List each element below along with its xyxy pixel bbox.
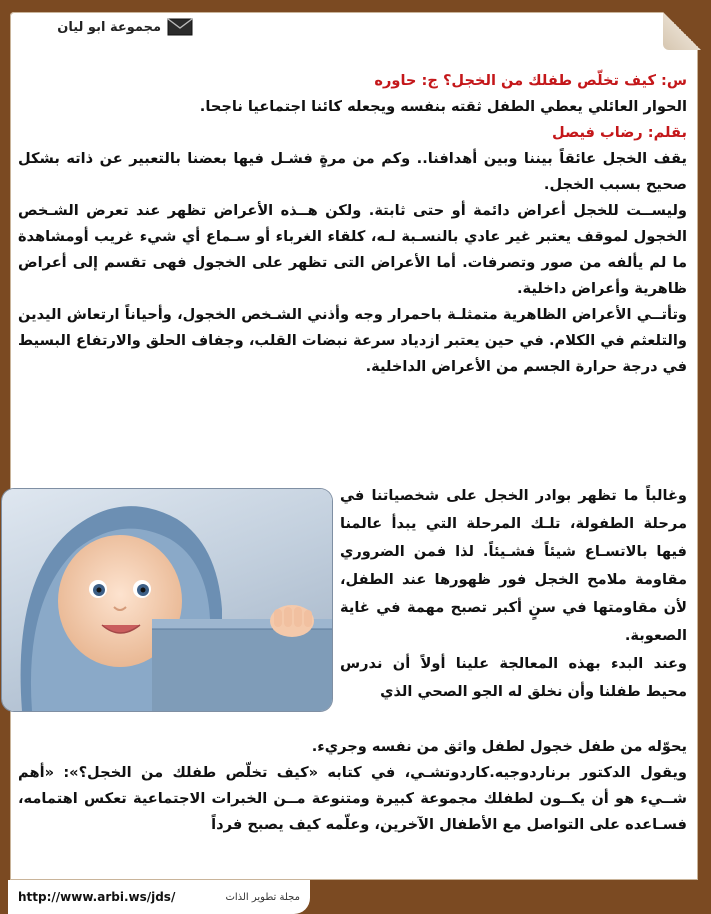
- baby-illustration: [2, 489, 332, 711]
- footer-tab: [8, 880, 310, 914]
- article-bottom-text: [18, 734, 687, 838]
- article-float-text: [340, 482, 687, 706]
- paragraph: وتأتــي الأعراض الظاهرية متمثلـة باحمرار وجه وأذني الشـخص الخجول، وأحياناً ارتعاش اليدين والتلعثم في الكلام. في حين يعتبر ازدياد سرعة نبضات القلب، وجفاف الحلق والارتفاع البسيط في درجة حرارة الجسم من الأعراض الداخلية.: [18, 306, 687, 375]
- logo-text: مجموعة ابو ليان: [57, 19, 161, 35]
- article-subtitle: الحوار العائلي يعطي الطفل ثقته بنفسه ويجعله كائنا اجتماعيا ناجحا.: [199, 98, 687, 115]
- baby-photo: [2, 489, 332, 711]
- paragraph: يحوّله من طفل خجول لطفل واثق من نفسه وجريء.: [311, 738, 687, 755]
- article-author: بقلم: رضاب فيصل: [552, 124, 687, 141]
- article-question: س: كيف تخلّص طفلك من الخجل؟ ج: حاوره: [374, 72, 687, 89]
- envelope-icon: [167, 18, 193, 36]
- paragraph: وليســت للخجل أعراض دائمة أو حتى ثابتة. ولكن هــذه الأعراض تظهر عند تعرض الشـخص الخجول لموقف يعتبر غير عادي بالنسـبة لـه، كلقاء الغرباء أو سـماع أي شيء غريب أومشاهدة ما لم يألفه من صور وتصرفات. أما الأعراض التى تظهر على الخجول فهى تقسم إلى أعراض ظاهرية وأعراض داخلية.: [18, 202, 687, 297]
- paragraph: ويقول الدكتور برناردوجيه.كاردوتشـي، في كتابه «كيف تخلّص طفلك من الخجل؟»: «أهم شــيء هو أن يكــون لطفلك مجموعة كبيرة ومتنوعة مــن الخبرات الاجتماعية تعكس اهتمامه، فسـاعده على التواصل مع الأطفال الآخرين، وعلّمه كيف يصبح فرداً: [18, 764, 687, 833]
- paragraph: وغالباً ما تظهر بوادر الخجل على شخصياتنا في مرحلة الطفولة، تلـك المرحلة التي يبدأ عالمنا فيها بالاتسـاع شيئاً فشـيئاً. لذا فمن الضروري مقاومة ملامح الخجل فور ظهورها عند الطفل، لأن مقاومتها في سنٍ أكبر تصبح مهمة في غاية الصعوبة.: [340, 487, 687, 644]
- site-logo: [57, 18, 193, 36]
- footer-magazine-name: مجلة تطوير الذات: [225, 891, 300, 903]
- paragraph: وعند البدء بهذه المعالجة علينا أولاً أن ندرس محيط طفلنا وأن نخلق له الجو الصحي الذي: [340, 655, 687, 700]
- paragraph: يقف الخجل عائقاً بيننا وبين أهدافنا.. وكم من مرةٍ فشـل فيها بعضنا بالتعبير عن ذاته بشكل صحيح بسبب الخجل.: [18, 150, 687, 193]
- page-curl: [663, 12, 701, 50]
- footer-url-link[interactable]: http://www.arbi.ws/jds/: [18, 890, 176, 904]
- article-body: [18, 68, 687, 380]
